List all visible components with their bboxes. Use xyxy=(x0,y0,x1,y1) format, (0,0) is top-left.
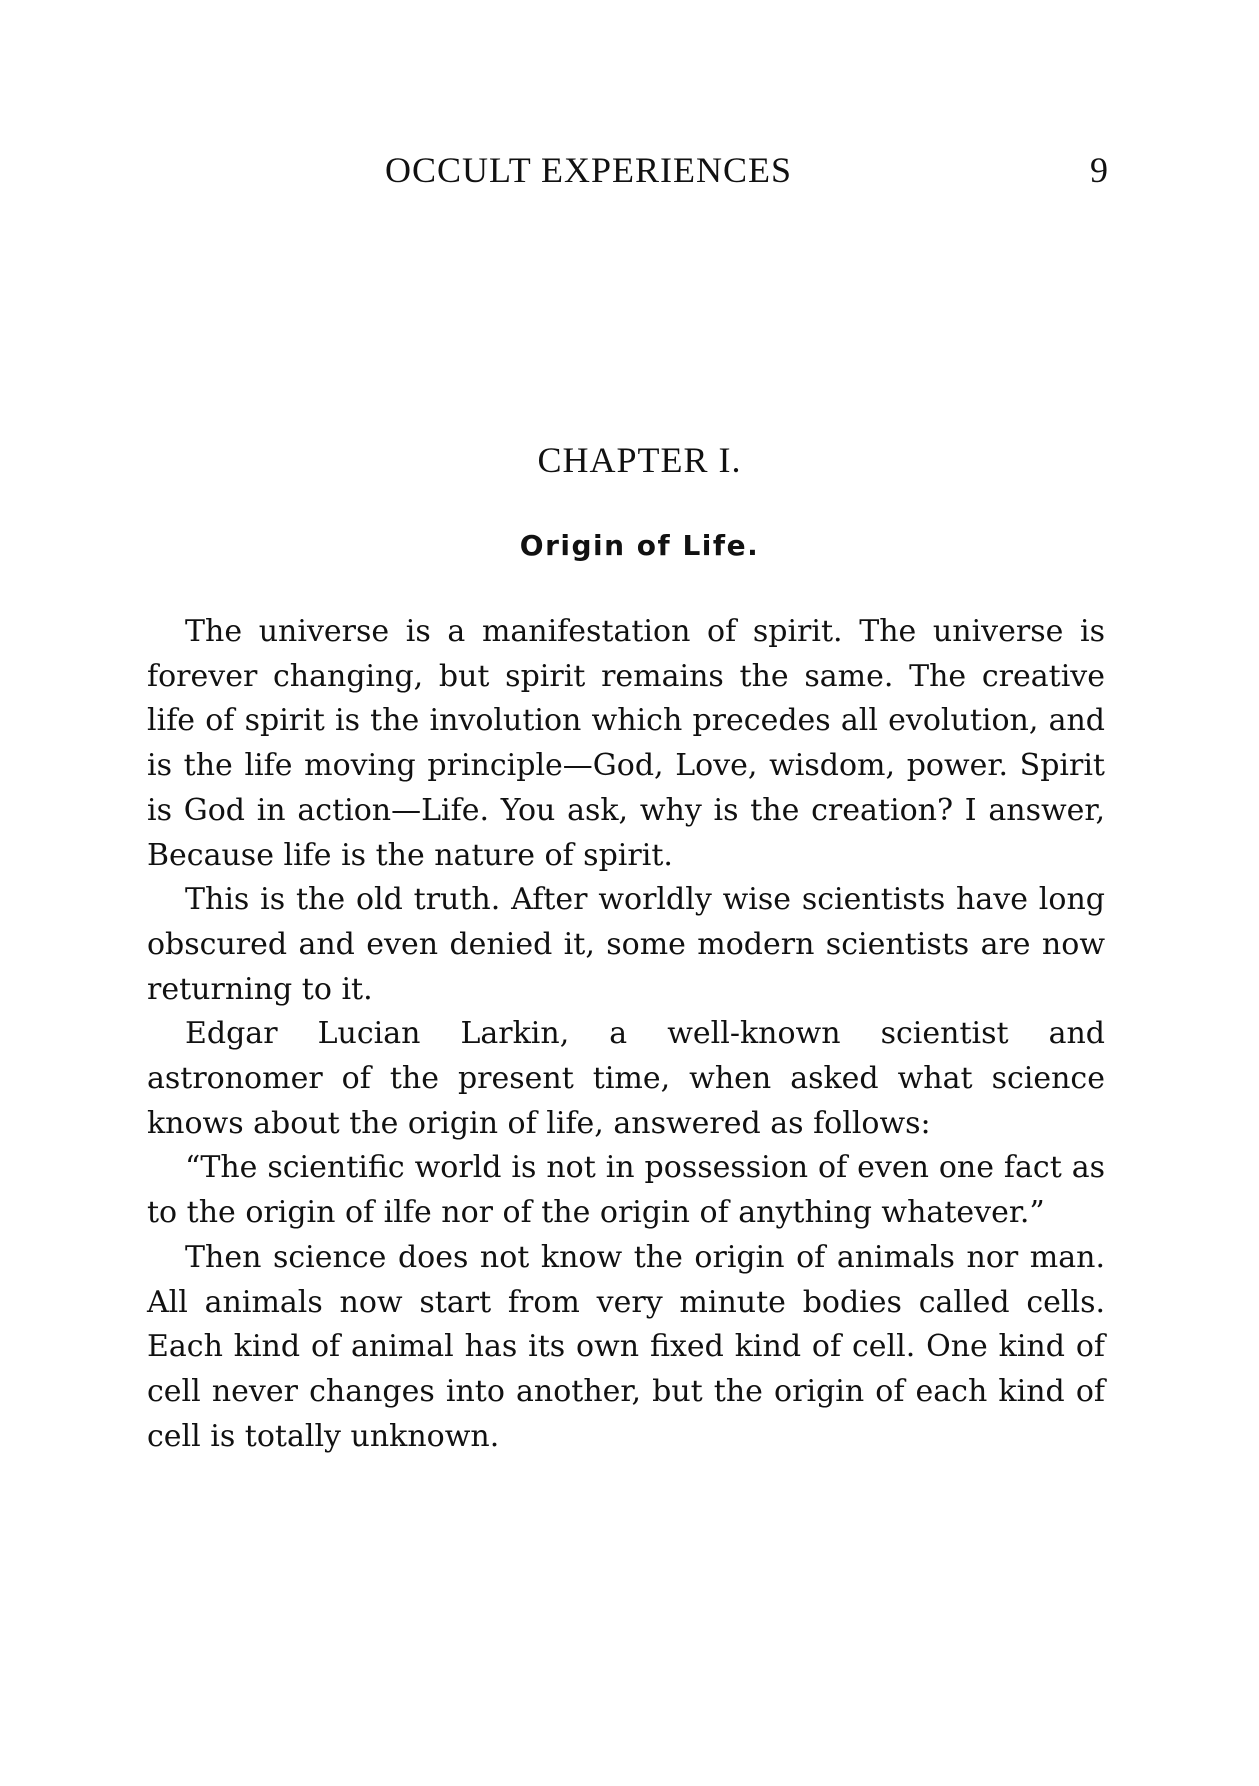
chapter-heading: CHAPTER I. xyxy=(537,440,742,480)
paragraph-quote: “The scientific world is not in possession of even one fact as to the origin of ilfe nor of the origin of anything whatever.” xyxy=(147,1150,1105,1231)
chapter-title: Origin of Life. xyxy=(519,529,760,562)
paragraph: Edgar Lucian Larkin, a well-known scientist and astronomer of the present time, when asked what science knows about the origin of life, answered as follows: xyxy=(147,1016,1105,1141)
running-header-title: OCCULT EXPERIENCES xyxy=(385,150,793,190)
paragraph: The universe is a manifestation of spirit. The universe is forever changing, but spirit remains the same. The creative life of spirit is the involution which precedes all evolution, and is the life moving principle—God, Love, wisdom, power. Spirit is God in action—Life. You ask, why is the creation? I answer, Because life is the nature of spirit. xyxy=(147,614,1105,873)
paragraph: Then science does not know the origin of animals nor man. All animals now start from very minute bodies called cells. Each kind of animal has its own fixed kind of cell. One kind of cell never changes into another, but the origin of each kind of cell is totally unknown. xyxy=(147,1239,1105,1454)
page-number: 9 xyxy=(1090,150,1108,190)
body-text xyxy=(147,610,1105,1459)
paragraph: This is the old truth. After worldly wise scientists have long obscured and even denied it, some modern scientists are now returning to it. xyxy=(147,882,1105,1007)
